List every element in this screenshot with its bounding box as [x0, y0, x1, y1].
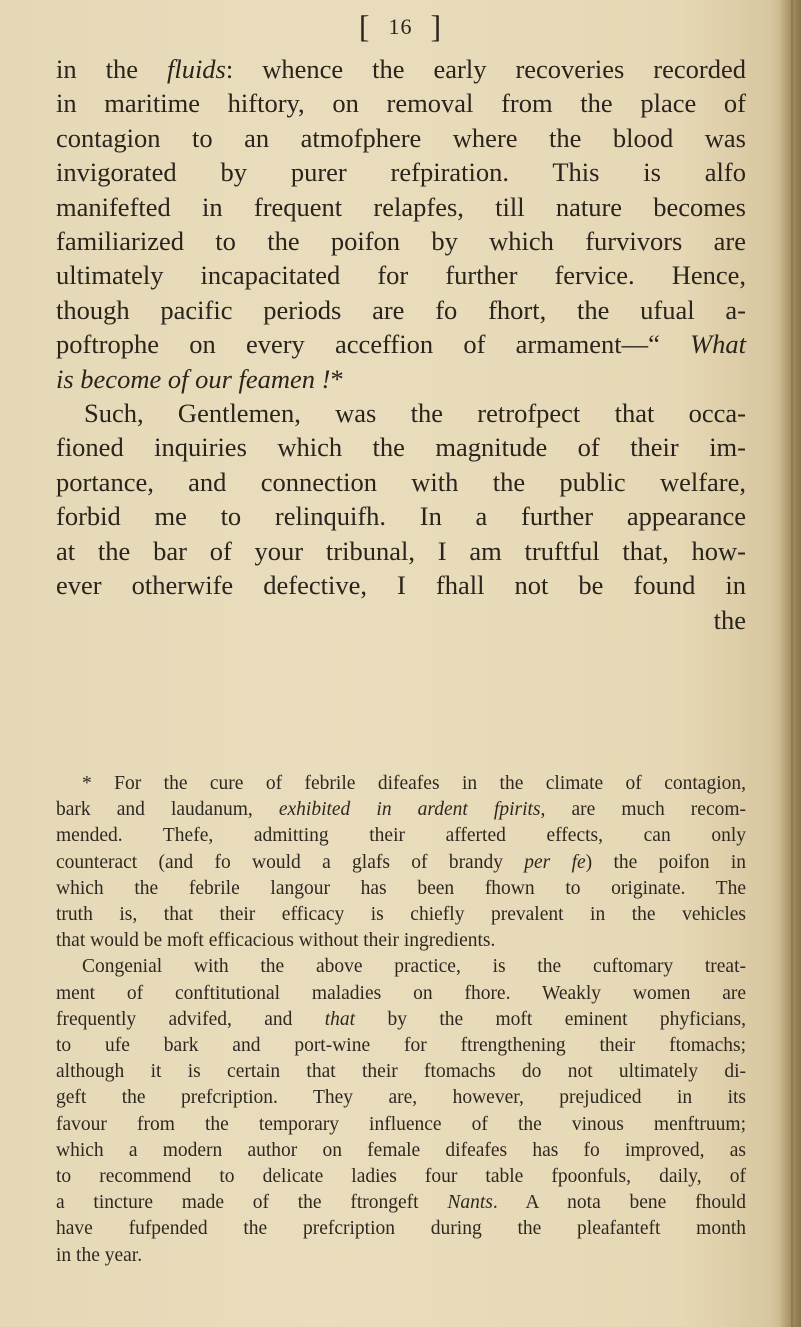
- page-edge-shadow: [779, 0, 801, 1327]
- footnote-line-17: a tincture made of the ftrongeft Nants. A nota bene fhould: [56, 1192, 746, 1214]
- footnote-line-6: truth is, that their efficacy is chiefly prevalent in the vehicles: [56, 904, 746, 926]
- body-line-15: at the bar of your tribunal, I am truftful that, how-: [56, 535, 746, 566]
- footnote-line-13: geft the prefcription. They are, however, prejudiced in its: [56, 1087, 746, 1109]
- main-body-text: [56, 52, 746, 637]
- body-line-4: invigorated by purer refpiration. This is alfo: [56, 157, 746, 188]
- page-number-right-bracket: ]: [430, 8, 443, 44]
- footnote-line-9: ment of conftitutional maladies on fhore. Weakly women are: [56, 982, 746, 1004]
- body-line-3: contagion to an atmofphere where the blood was: [56, 122, 746, 153]
- footnote-line-8: Congenial with the above practice, is the cuftomary treat-: [82, 956, 746, 978]
- footnote-line-19: in the year.: [56, 1244, 143, 1266]
- footnote-line-15: which a modern author on female difeafes has fo improved, as: [56, 1139, 746, 1161]
- page-number-left-bracket: [: [358, 8, 371, 44]
- body-line-2: in maritime hiftory, on removal from the place of: [56, 88, 746, 119]
- body-line-9: poftrophe on every acceffion of armament—“ What: [56, 329, 746, 360]
- body-line-14: forbid me to relinquifh. In a further appearance: [56, 501, 746, 532]
- footnote-line-3: mended. Thefe, admitting their afferted effects, can only: [56, 825, 746, 847]
- footnote-line-5: which the febrile langour has been fhown to originate. The: [56, 877, 746, 899]
- footnote-line-7: that would be moft efficacious without their ingredients.: [56, 930, 496, 952]
- page-number: [0, 8, 801, 45]
- footnote-line-14: favour from the temporary influence of the vinous menftruum;: [56, 1113, 746, 1135]
- footnote-line-1: * For the cure of febrile difeafes in the climate of contagion,: [82, 773, 746, 794]
- body-line-5: manifefted in frequent relapfes, till nature becomes: [56, 191, 746, 222]
- body-line-13: portance, and connection with the public welfare,: [56, 466, 746, 497]
- body-line-8: though pacific periods are fo fhort, the ufual a-: [56, 294, 746, 325]
- body-line-11: Such, Gentlemen, was the retrofpect that occa-: [84, 398, 746, 429]
- footnote-line-4: counteract (and fo would a glafs of brandy per fe) the poifon in: [56, 851, 746, 873]
- body-line-6: familiarized to the poifon by which furvivors are: [56, 226, 746, 257]
- footnote-line-16: to recommend to delicate ladies four table fpoonfuls, daily, of: [56, 1166, 746, 1188]
- footnote: [56, 771, 746, 1269]
- footnote-line-10: frequently advifed, and that by the moft eminent phyficians,: [56, 1008, 746, 1030]
- body-line-10: is become of our feamen !*: [56, 363, 344, 394]
- page-number-value: 16: [388, 14, 413, 39]
- body-line-16: ever otherwife defective, I fhall not be found in: [56, 570, 746, 601]
- footnote-line-11: to ufe bark and port-wine for ftrengthening their ftomachs;: [56, 1035, 746, 1057]
- body-line-12: fioned inquiries which the magnitude of their im-: [56, 432, 746, 463]
- catchword: the: [713, 604, 746, 635]
- footnote-line-12: although it is certain that their ftomachs do not ultimately di-: [56, 1061, 746, 1083]
- page-edge-line: [791, 0, 793, 1327]
- body-line-1: in the fluids: whence the early recoveries recorded: [56, 54, 746, 84]
- footnote-line-2: bark and laudanum, exhibited in ardent fpirits, are much recom-: [56, 799, 747, 821]
- footnote-line-18: have fufpended the prefcription during the pleafanteft month: [56, 1218, 746, 1240]
- body-line-7: ultimately incapacitated for further fervice. Hence,: [56, 260, 746, 291]
